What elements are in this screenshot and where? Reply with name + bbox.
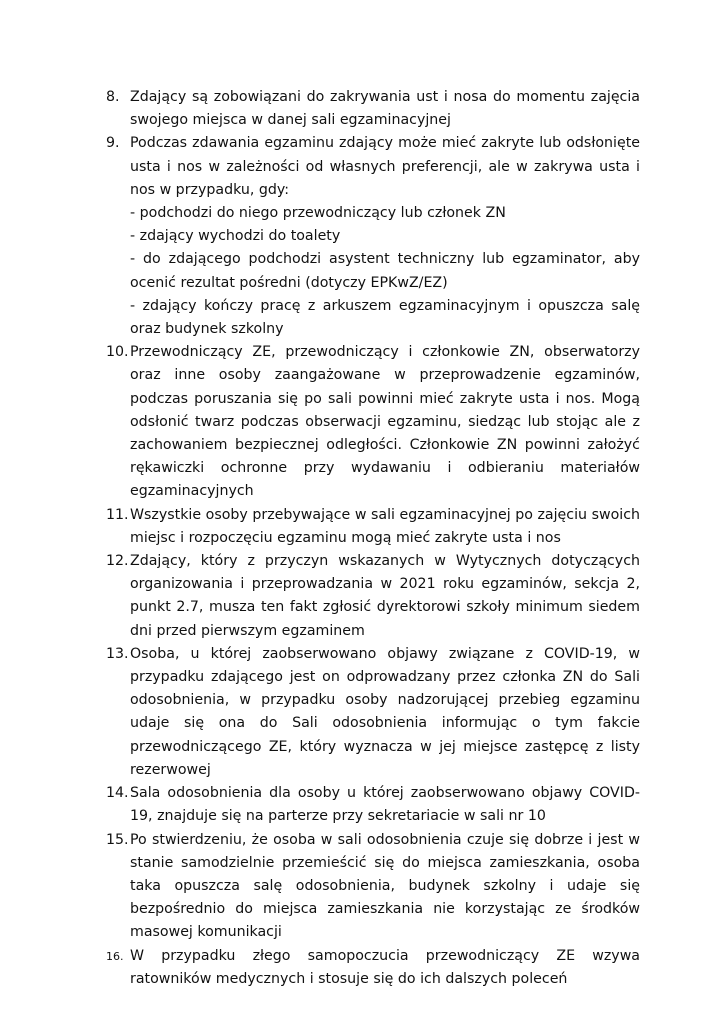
item-number: 11. [106, 506, 129, 523]
list-item-8 [106, 86, 640, 132]
item-number: 16. [106, 949, 124, 963]
item-number: 9. [106, 135, 120, 152]
item-number: 13. [106, 645, 129, 662]
item-text: Zdający, który z przyczyn wskazanych w Wytycznych dotyczących organizowania i przeprowadzania w 2021 roku egzaminów, sekcja 2, punkt 2.7, musza ten fakt zgłosić dyrektorowi szkoły minimum siedem dni przed pierwszym egzaminem [130, 553, 640, 639]
list-item-13 [106, 643, 640, 782]
item-text: W przypadku złego samopoczucia przewodniczący ZE wzywa ratowników medycznych i stosuje się do ich dalszych poleceń [130, 947, 640, 987]
item-bullet: - zdający kończy pracę z arkuszem egzaminacyjnym i opuszcza salę oraz budynek szkolny [130, 297, 640, 338]
item-text: Sala odosobnienia dla osoby u której zaobserwowano objawy COVID-19, znajduje się na parterze przy sekretariacie w sali nr 10 [130, 785, 640, 825]
list-item-15 [106, 829, 640, 945]
item-text: Zdający są zobowiązani do zakrywania ust i nosa do momentu zajęcia swojego miejsca w danej sali egzaminacyjnej [130, 89, 640, 129]
item-number: 8. [106, 89, 120, 105]
list-item-9 [106, 132, 640, 341]
item-number: 15. [106, 831, 129, 848]
item-text: Wszystkie osoby przebywające w sali egzaminacyjnej po zajęciu swoich miejsc i rozpoczęciu egzaminu mogą mieć zakryte usta i nos [130, 506, 640, 546]
item-number: 12. [106, 553, 129, 570]
item-text: Przewodniczący ZE, przewodniczący i członkowie ZN, obserwatorzy oraz inne osoby zaangażowane w przeprowadzenie egzaminów, podczas poruszania się po sali powinni mieć zakryte usta i nos. Mogą odsłonić twarz podczas obserwacji egzaminu, siedząc lub stojąc ale z zachowaniem bezpiecznej odległości. Członkowie ZN powinni założyć rękawiczki ochronne przy wydawaniu i odbieraniu materiałów egzaminacyjnych [130, 344, 640, 500]
list-item-10 [106, 341, 640, 503]
item-text: Osoba, u której zaobserwowano objawy związane z COVID-19, w przypadku zdającego jest on odprowadzany przez członka ZN do Sali odosobnienia, w przypadku osoby nadzorującej przebieg egzaminu udaje się ona do Sali odosobnienia informując o tym fakcie przewodniczącego ZE, który wyznacza w jej miejsce zastępcę z listy rezerwowej [130, 645, 640, 778]
list-item-12 [106, 550, 640, 643]
item-text: Podczas zdawania egzaminu zdający może mieć zakryte lub odsłonięte usta i nos w zależności od własnych preferencji, ale w zakrywa usta i nos w przypadku, gdy: [130, 135, 640, 198]
item-bullet: - podchodzi do niego przewodniczący lub członek ZN [130, 205, 506, 222]
item-number: 14. [106, 785, 129, 802]
item-number: 10. [106, 344, 129, 361]
list-item-11 [106, 504, 640, 550]
instruction-list [106, 86, 640, 991]
item-text: Po stwierdzeniu, że osoba w sali odosobnienia czuje się dobrze i jest w stanie samodzielnie przemieścić się do miejsca zamieszkania, osoba taka opuszcza salę odosobnienia, budynek szkolny i udaje się bezpośrednio do miejsca zamieszkania nie korzystając ze środków masowej komunikacji [130, 831, 640, 941]
item-bullet: - do zdającego podchodzi asystent techniczny lub egzaminator, aby ocenić rezultat pośredni (dotyczy EPKwZ/EZ) [130, 251, 640, 291]
list-item-16 [106, 945, 640, 991]
item-bullet: - zdający wychodzi do toalety [130, 228, 341, 245]
list-item-14 [106, 782, 640, 828]
